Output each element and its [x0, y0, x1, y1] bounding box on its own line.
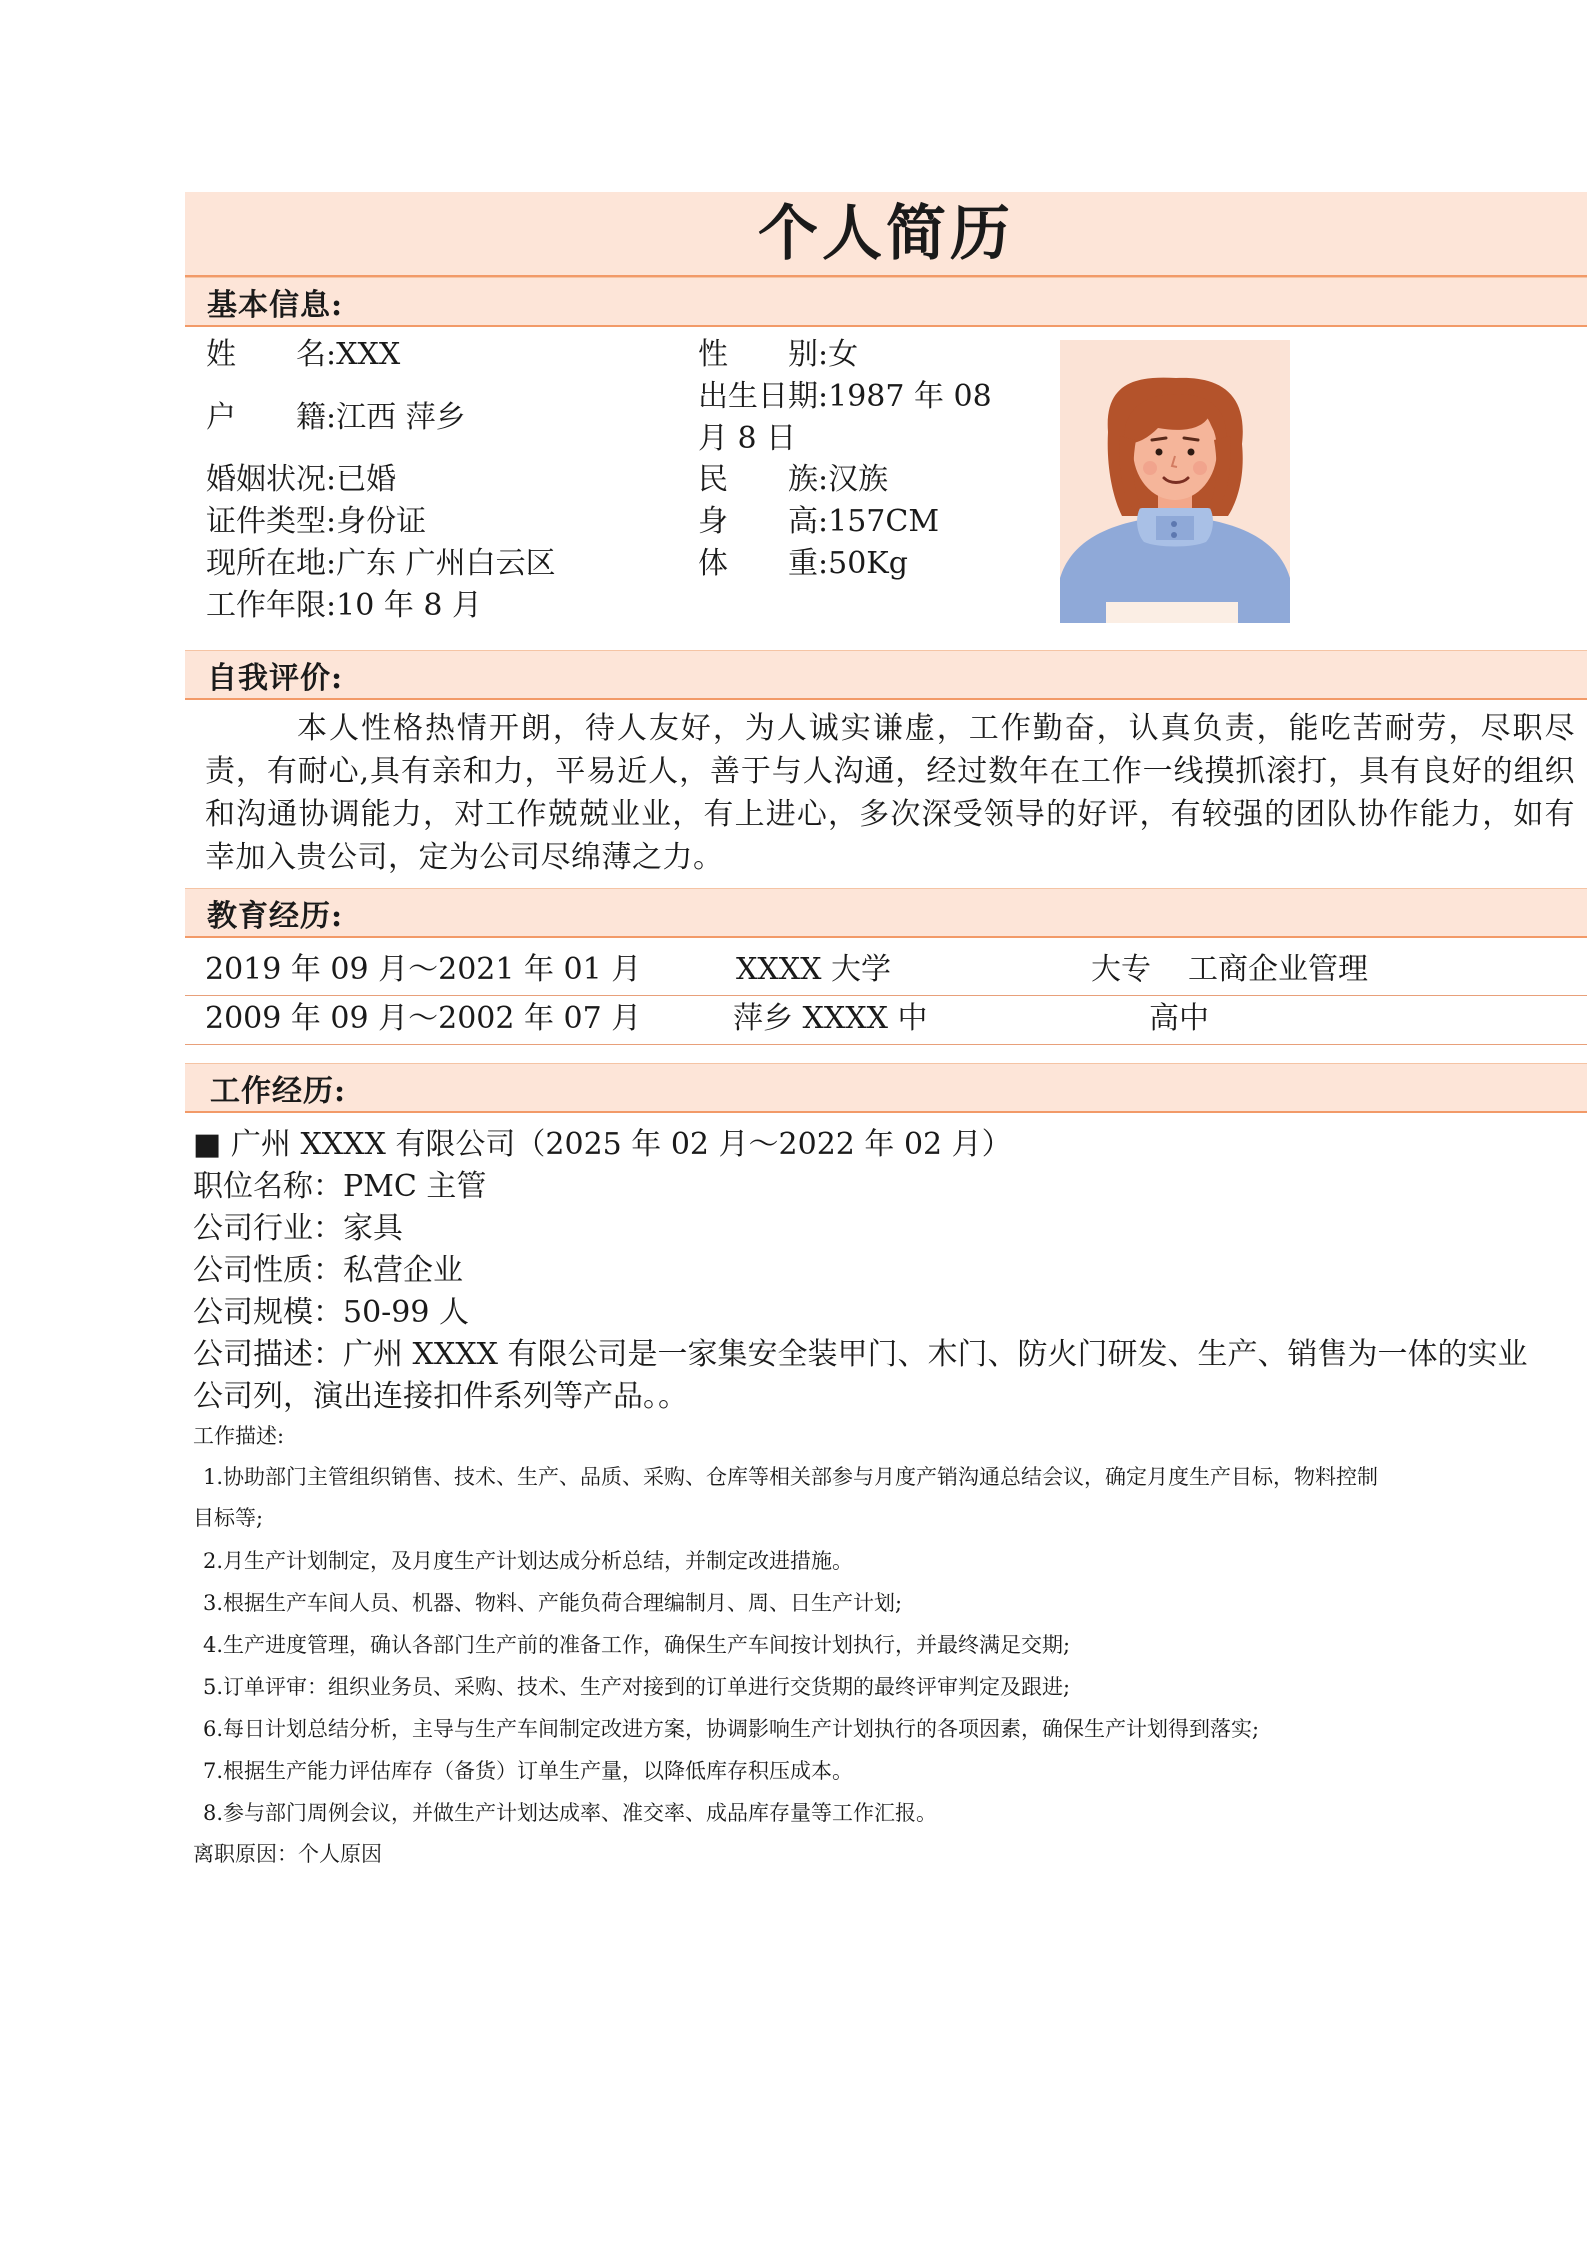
name-value: XXX [336, 337, 401, 372]
company-description: 公司描述：广州 XXXX 有限公司是一家集安全装甲门、木门、防火门研发、生产、销售为一体的实业公司列，演出连接扣件系列等产品。。 [193, 1337, 1528, 1414]
duty-item: 4.生产进度管理，确认各部门生产前的准备工作，确保生产车间按计划执行，并最终满足交期; [203, 1633, 1071, 1657]
section-work-label: 工作经历: [210, 1074, 347, 1109]
gender-label: 性 别: [698, 337, 829, 372]
leave-reason: 离职原因：个人原因 [193, 1842, 382, 1866]
edu-row-1-period: 2019 年 09 月～2021 年 01 月 [205, 952, 642, 987]
height-row [698, 502, 939, 542]
duty-item: 3.根据生产车间人员、机器、物料、产能负荷合理编制月、周、日生产计划; [203, 1591, 903, 1615]
company-line [193, 1124, 1012, 1166]
job-position: 职位名称：PMC 主管 [193, 1169, 487, 1204]
page-title: 个人简历 [758, 199, 1014, 269]
duty-item: 7.根据生产能力评估库存（备货）订单生产量，以降低库存积压成本。 [203, 1759, 854, 1783]
edu-row-1-school: XXXX 大学 [736, 952, 891, 987]
edu-row-2-degree: 高中 [1149, 1001, 1209, 1036]
height-value: 157CM [828, 504, 940, 539]
weight-label: 体 重: [698, 546, 829, 581]
hukou-row [206, 398, 466, 438]
edu-row-1-degree: 大专 [1091, 952, 1151, 987]
marital-row [206, 460, 396, 500]
years-row [206, 586, 482, 626]
edu-row-2-school: 萍乡 XXXX 中 [733, 1001, 928, 1036]
marital-label: 婚姻状况: [206, 462, 337, 497]
duty-item: 6.每日计划总结分析，主导与生产车间制定改进方案，协调影响生产计划执行的各项因素，确保生产计划得到落实; [203, 1717, 1260, 1741]
name-row [206, 335, 400, 375]
location-value: 广东 广州白云区 [336, 546, 556, 581]
edu-divider [185, 995, 1587, 996]
gender-value: 女 [828, 337, 859, 372]
id-row [206, 502, 426, 542]
company-name-period: 广州 XXXX 有限公司（2025 年 02 月～2022 年 02 月） [230, 1127, 1012, 1162]
section-education-label: 教育经历: [207, 899, 344, 934]
birth-label: 出生日期: [698, 379, 829, 414]
ethnic-row [698, 460, 888, 500]
location-row [206, 544, 556, 584]
birth-row [698, 377, 992, 417]
id-value: 身份证 [336, 504, 427, 539]
duty-item: 8.参与部门周例会议，并做生产计划达成率、准交率、成品库存量等工作汇报。 [203, 1801, 938, 1825]
gender-row [698, 335, 858, 375]
company-nature: 公司性质：私营企业 [193, 1253, 463, 1288]
self-evaluation-text: 本人性格热情开朗，待人友好，为人诚实谦虚，工作勤奋，认真负责，能吃苦耐劳，尽职尽责，有耐心,具有亲和力，平易近人，善于与人沟通，经过数年在工作一线摸抓滚打，具有良好的组织和沟通协调能力，对工作兢兢业业，有上进心，多次深受领导的好评，有较强的团队协作能力，如有幸加入贵公司，定为公司尽绵薄之力。 [205, 711, 1575, 875]
birth-value-line1: 1987 年 08 [828, 379, 992, 414]
section-work-header [185, 1063, 1587, 1113]
hukou-label: 户 籍: [206, 400, 337, 435]
hukou-value: 江西 萍乡 [336, 400, 466, 435]
section-basic-header [185, 277, 1587, 327]
years-label: 工作年限: [206, 588, 337, 623]
duties-label: 工作描述: [193, 1424, 285, 1448]
section-self-eval-header [185, 650, 1587, 700]
edu-bottom-rule [185, 1044, 1587, 1045]
profile-photo [1060, 340, 1290, 623]
title-band [185, 192, 1587, 277]
duty-item: 目标等; [193, 1506, 264, 1530]
duty-item: 1.协助部门主管组织销售、技术、生产、品质、采购、仓库等相关部参与月度产销沟通总结会议，确定月度生产目标，物料控制 [203, 1465, 1379, 1489]
birth-row-continued [698, 419, 796, 459]
company-industry: 公司行业：家具 [193, 1211, 403, 1246]
section-self-eval-label: 自我评价: [207, 661, 344, 696]
duty-item: 5.订单评审：组织业务员、采购、技术、生产对接到的订单进行交货期的最终评审判定及跟进; [203, 1675, 1071, 1699]
edu-row-2-period: 2009 年 09 月～2002 年 07 月 [205, 1001, 642, 1036]
duty-item: 2.月生产计划制定，及月度生产计划达成分析总结，并制定改进措施。 [203, 1549, 854, 1573]
ethnic-label: 民 族: [698, 462, 829, 497]
section-basic-label: 基本信息: [207, 288, 344, 323]
marital-value: 已婚 [336, 462, 397, 497]
name-label: 姓 名: [206, 337, 337, 372]
ethnic-value: 汉族 [828, 462, 889, 497]
company-scale: 公司规模：50-99 人 [193, 1295, 470, 1330]
section-education-header [185, 888, 1587, 938]
id-label: 证件类型: [206, 504, 337, 539]
weight-value: 50Kg [828, 546, 908, 581]
birth-value-line2: 月 8 日 [698, 421, 797, 456]
bullet-icon: ■ [193, 1127, 222, 1162]
edu-row-1-major: 工商企业管理 [1188, 952, 1368, 987]
years-value: 10 年 8 月 [336, 588, 482, 623]
height-label: 身 高: [698, 504, 829, 539]
weight-row [698, 544, 908, 584]
location-label: 现所在地: [206, 546, 337, 581]
